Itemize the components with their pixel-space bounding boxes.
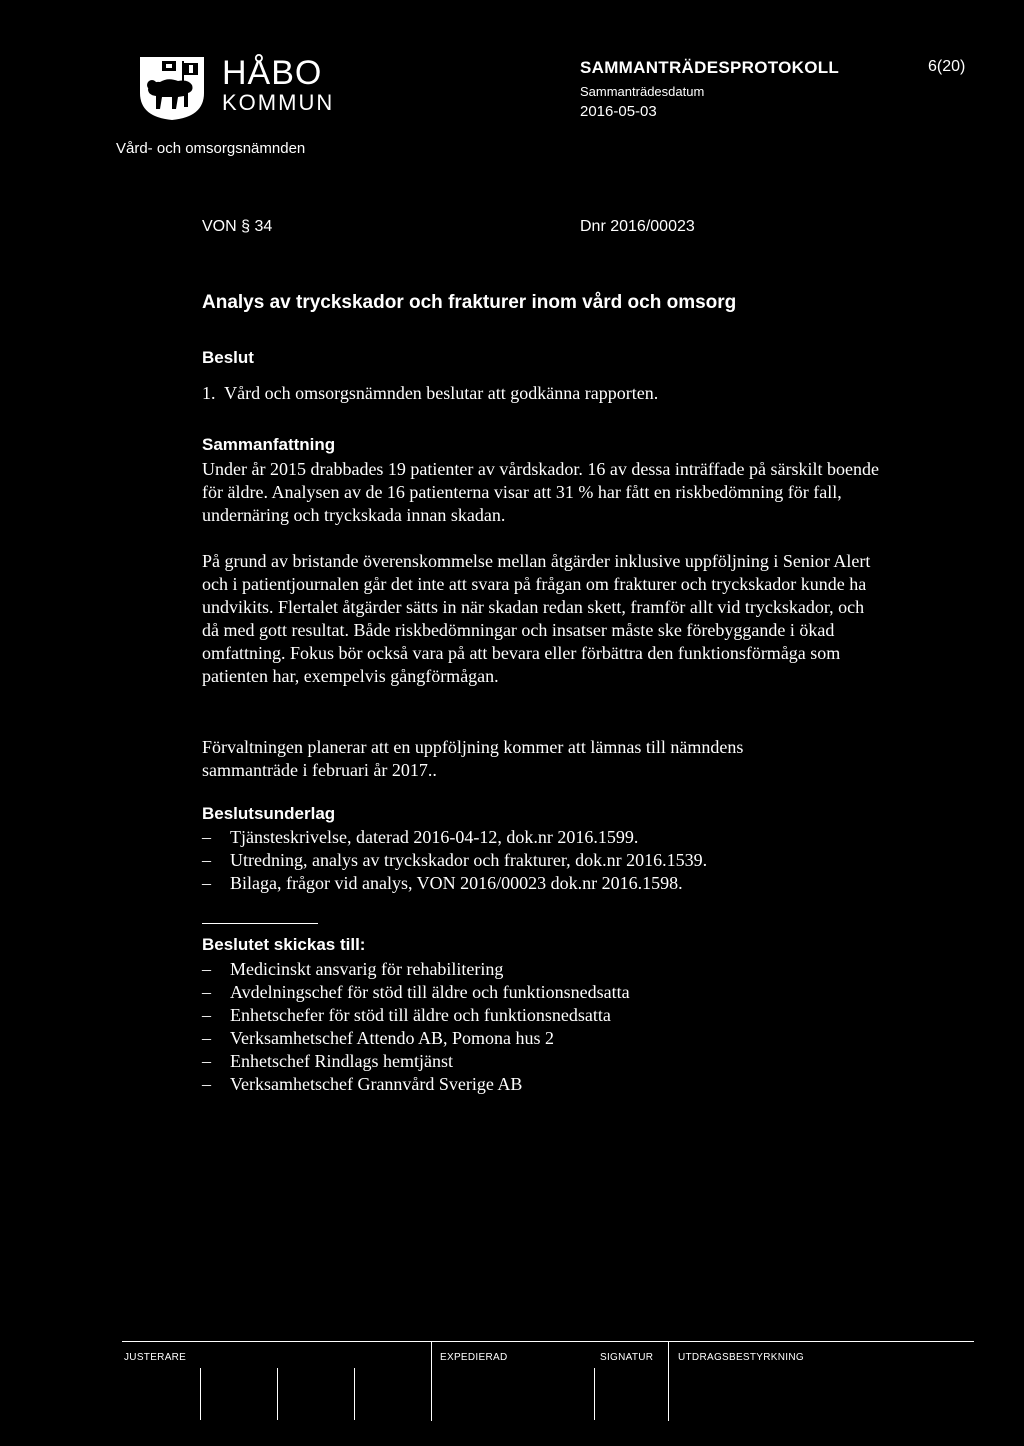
logo-name: HÅBO (222, 54, 323, 92)
paragraph-reference: VON § 34 (202, 218, 273, 235)
justerare-label: JUSTERARE (124, 1352, 187, 1363)
recipients-list (202, 958, 630, 1096)
list-item: – Avdelningschef för stöd till äldre och funktionsnedsatta (202, 982, 630, 1002)
list-item: – Tjänsteskrivelse, daterad 2016-04-12, dok.nr 2016.1599. (202, 827, 639, 847)
logo-subtitle: KOMMUN (222, 90, 335, 115)
list-item: – Enhetschefer för stöd till äldre och funktionsnedsatta (202, 1005, 611, 1025)
sammanfattning-heading: Sammanfattning (202, 435, 336, 454)
list-item: – Bilaga, frågor vid analys, VON 2016/00023 dok.nr 2016.1598. (202, 873, 683, 893)
beslutsunderlag-heading: Beslutsunderlag (202, 804, 336, 823)
beslut-item: 1. Vård och omsorgsnämnden beslutar att godkänna rapporten. (202, 383, 659, 403)
department-name: Vård- och omsorgsnämnden (116, 140, 306, 157)
summary-paragraph: Under år 2015 drabbades 19 patienter av vårdskador. 16 av dessa inträffade på särskilt boende för äldre. Analysen av de 16 patienterna visar att 31 % har fått en riskbedömning för fall, undernäring och tryckskada innan skadan. (202, 459, 879, 525)
page-number: 6(20) (928, 58, 966, 75)
document-type: SAMMANTRÄDESPROTOKOLL (580, 58, 840, 77)
signature-box-divider (200, 1368, 201, 1420)
document-title: Analys av tryckskador och frakturer inom vård och omsorg (202, 292, 737, 313)
list-item: – Utredning, analys av tryckskador och frakturer, dok.nr 2016.1539. (202, 850, 708, 870)
signature-box-divider (668, 1341, 669, 1421)
utdragsbestyrkning-label: UTDRAGSBESTYRKNING (678, 1352, 804, 1363)
summary-paragraph: På grund av bristande överenskommelse mellan åtgärder inklusive uppföljning i Senior Alert och i patientjournalen går det inte att svara på frågan om frakturer och tryckskador kunde ha undvikits. Flertalet åtgärder sätts in när skadan redan skett, framför allt vid tryckskador, och då med gott resultat. Både riskbedömningar och insatser måste ske förebyggande i ökad omfattning. Fokus bör också vara på att bevara eller förbättra den funktionsförmåga som patienten har, exempelvis gångförmågan. (202, 551, 871, 686)
signature-box-divider (354, 1368, 355, 1420)
habo-emblem-logo (138, 55, 206, 121)
signature-box-divider (431, 1341, 432, 1421)
list-item: – Enhetschef Rindlags hemtjänst (202, 1051, 453, 1071)
list-item: – Verksamhetschef Attendo AB, Pomona hus 2 (202, 1028, 554, 1048)
diary-number: Dnr 2016/00023 (580, 218, 695, 235)
meeting-date-label: Sammanträdesdatum (580, 84, 705, 99)
separator-line (202, 923, 318, 924)
footer-top-line (122, 1341, 974, 1342)
beslut-heading: Beslut (202, 348, 254, 367)
meeting-date: 2016-05-03 (580, 103, 657, 120)
list-item: – Medicinskt ansvarig för rehabilitering (202, 959, 504, 979)
signature-box-divider (277, 1368, 278, 1420)
signatur-label: SIGNATUR (600, 1352, 654, 1363)
list-item: – Verksamhetschef Grannvård Sverige AB (202, 1074, 523, 1094)
expedierad-label: EXPEDIERAD (440, 1352, 508, 1363)
recipients-heading: Beslutet skickas till: (202, 935, 366, 954)
beslutsunderlag-list (202, 826, 707, 895)
signature-box-divider (594, 1368, 595, 1420)
summary-paragraph: Förvaltningen planerar att en uppföljning kommer att lämnas till nämndens sammanträde i februari år 2017.. (202, 737, 744, 780)
